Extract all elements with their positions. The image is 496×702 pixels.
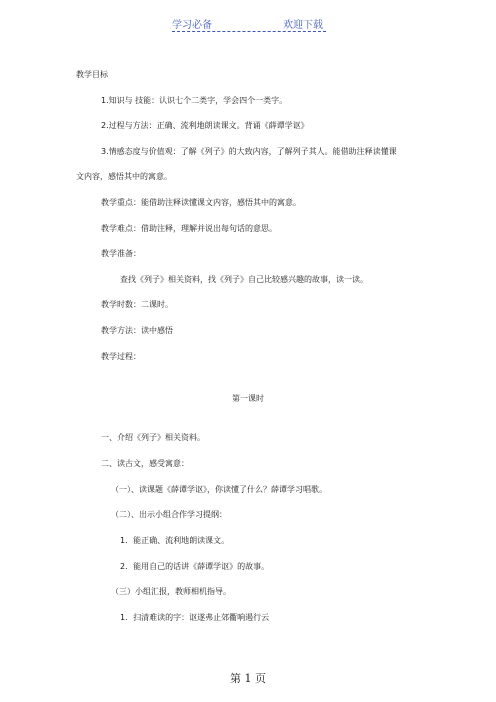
- page-number: 第 1 页: [230, 672, 266, 685]
- section-heading-objectives: 教学目标: [76, 70, 108, 79]
- objective-1: 1.知识与 技能：认识七个二类字，学会四个一类字。: [101, 96, 288, 105]
- header-rule: [172, 31, 326, 32]
- sub-step-2-item-2: 2．能用自己的话讲《薛谭学讴》的故事。: [120, 562, 270, 571]
- preparation-heading: 教学准备：: [101, 249, 141, 258]
- step-one: 一、介绍《列子》相关资料。: [101, 433, 205, 442]
- objective-3: 3.情感态度与价值观：了解《列子》的大致内容，了解列子其人。能借助注释读懂课: [101, 147, 397, 156]
- key-point: 教学重点：能借助注释读懂课文内容，感悟其中的寓意。: [101, 198, 301, 207]
- objective-2: 2.过程与方法：正确、流利地朗读课文。背诵《薛谭学讴》: [101, 121, 309, 130]
- teaching-process-heading: 教学过程：: [101, 352, 141, 361]
- difficult-point: 教学难点：借助注释，理解并说出每句话的意思。: [101, 224, 277, 233]
- sub-step-3-item-1: 1．扫清难读的字：讴遂弗止郊衢响遏行云: [120, 613, 270, 622]
- preparation-text: 查找《列子》相关资料，找《列子》自己比较感兴趣的故事，读一读。: [120, 275, 368, 284]
- sub-step-2-item-1: 1．能正确、流利地朗读课文。: [120, 536, 230, 545]
- header-left-text: 学习必备: [172, 20, 212, 31]
- sub-step-3: （三）小组汇报，教师相机指导。: [111, 587, 231, 596]
- sub-step-2: （二）、出示小组合作学习提纲：: [111, 510, 227, 519]
- header-right-text: 欢迎下载: [283, 20, 323, 31]
- teaching-method: 教学方法：读中感悟: [101, 326, 173, 335]
- objective-3-continued: 文内容，感悟其中的寓意。: [76, 172, 172, 181]
- teaching-hours: 教学时数：二课时。: [101, 300, 173, 309]
- page-header: [0, 14, 496, 36]
- step-two: 二、读古文，感受寓意：: [101, 459, 189, 468]
- lesson-one-title: 第一课时: [232, 394, 264, 403]
- sub-step-1: （一）、读课题《薛谭学讴》，你读懂了什么？薛谭学习唱歌。: [111, 485, 327, 494]
